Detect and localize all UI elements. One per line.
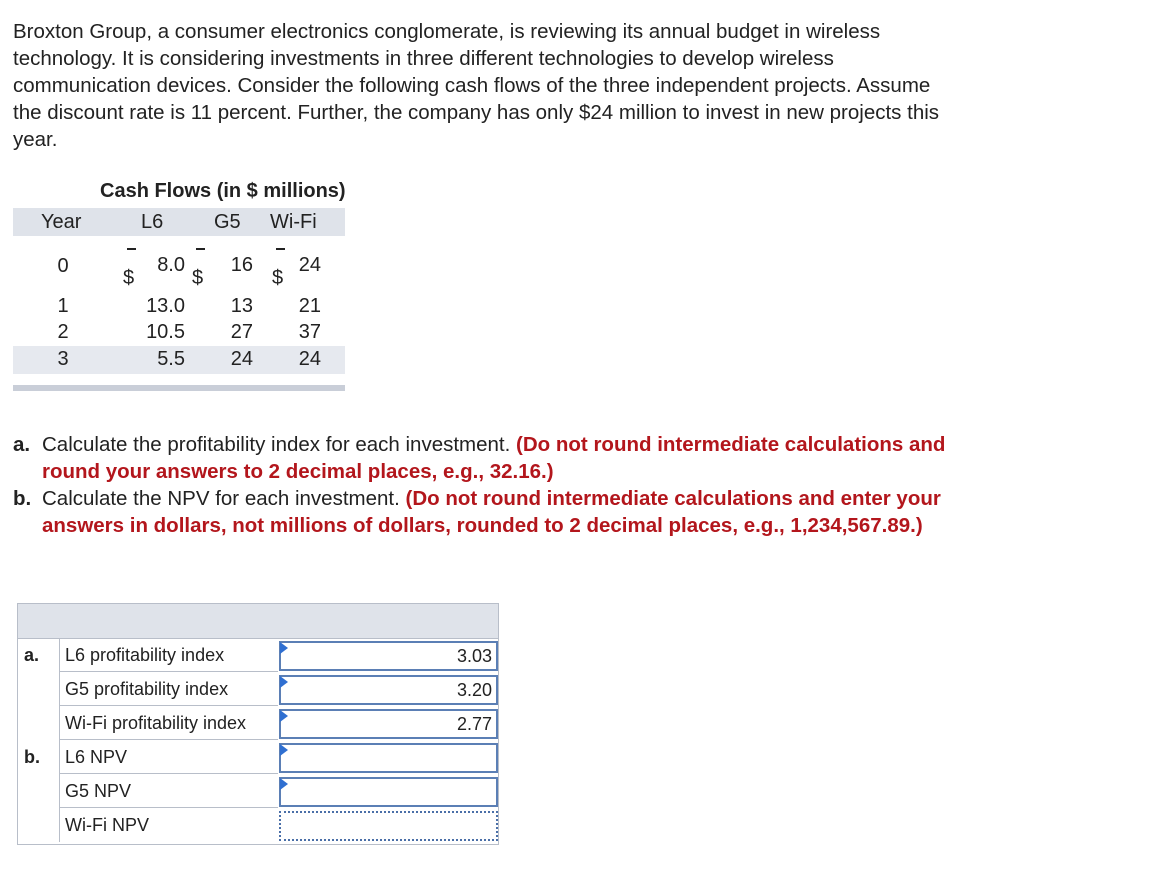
- flag-icon: [280, 778, 288, 790]
- question-b-text: Calculate the NPV for each investment.: [42, 487, 400, 510]
- g5-value: 27: [230, 321, 253, 343]
- header-g5: G5: [214, 211, 241, 233]
- wifi-value: 37: [298, 321, 321, 343]
- question-b-letter: b.: [13, 487, 32, 510]
- cash-flow-header-row: [13, 208, 345, 236]
- answer-row-l6-pi: [18, 638, 498, 672]
- header-l6: L6: [141, 211, 164, 233]
- l6-npv-input[interactable]: [279, 743, 498, 773]
- answer-label: G5 NPV: [59, 774, 278, 808]
- part-a-label: a.: [24, 645, 40, 665]
- minus-sign: [276, 248, 285, 250]
- l6-value: 8.0: [157, 254, 185, 276]
- questions: [13, 431, 953, 539]
- year-cell: 2: [57, 321, 69, 343]
- l6-profitability-index-input[interactable]: [279, 641, 498, 671]
- question-b-note: (Do not round intermediate calculations and enter your answers in dollars, not millions of dollars, rounded to 2 decimal places, e.g., 1,234,567.89.): [42, 487, 941, 537]
- g5-profitability-index-input[interactable]: [279, 675, 498, 705]
- answer-table-body: [17, 638, 499, 845]
- l6-value: 10.5: [146, 321, 185, 343]
- answer-label: L6 profitability index: [59, 638, 278, 672]
- flag-icon: [280, 744, 288, 756]
- table-bottom-rule: [13, 385, 345, 391]
- answer-row-g5-pi: [18, 672, 498, 706]
- answer-label: Wi-Fi NPV: [59, 808, 278, 842]
- flag-icon: [280, 642, 288, 654]
- question-b: [13, 485, 953, 539]
- cash-flow-caption: Cash Flows (in $ millions): [100, 180, 346, 202]
- flag-icon: [280, 676, 288, 688]
- wifi-profitability-index-input[interactable]: [279, 709, 498, 739]
- l6-value: 13.0: [146, 295, 185, 317]
- answer-row-g5-npv: [18, 774, 498, 808]
- year-cell: 3: [57, 348, 69, 370]
- answer-label: L6 NPV: [59, 740, 278, 774]
- header-wifi: Wi-Fi: [270, 211, 317, 233]
- question-a: [13, 431, 953, 485]
- wifi-value: 24: [298, 348, 321, 370]
- problem-intro: Broxton Group, a consumer electronics conglomerate, is reviewing its annual budget in wireless technology. It is considering investments in three different technologies to develop wireless communication devices. Consider the following cash flows of the three independent projects. Assume the discount rate is 11 percent. Further, the company has only $24 million to invest in new projects this year.: [13, 20, 940, 151]
- answer-row-wifi-npv: [18, 808, 498, 842]
- wifi-value: 24: [298, 254, 321, 276]
- answer-label: Wi-Fi profitability index: [59, 706, 278, 740]
- g5-value: 16: [230, 254, 253, 276]
- minus-sign: [127, 248, 136, 250]
- wifi-npv-input[interactable]: [279, 811, 498, 841]
- year-cell: 0: [57, 255, 69, 277]
- currency-sign: $: [272, 267, 284, 289]
- year-cell: 1: [57, 295, 69, 317]
- answer-row-l6-npv: [18, 740, 498, 774]
- part-b-label: b.: [24, 747, 40, 767]
- answer-label: G5 profitability index: [59, 672, 278, 706]
- header-year: Year: [41, 211, 82, 233]
- g5-npv-input[interactable]: [279, 777, 498, 807]
- currency-sign: $: [123, 267, 135, 289]
- l6-value: 5.5: [157, 348, 185, 370]
- g5-value: 24: [230, 348, 253, 370]
- question-a-note: (Do not round intermediate calculations and round your answers to 2 decimal places, e.g., 32.16.): [42, 433, 946, 483]
- question-a-letter: a.: [13, 433, 31, 456]
- currency-sign: $: [192, 267, 204, 289]
- answer-row-wifi-pi: [18, 706, 498, 740]
- wifi-value: 21: [298, 295, 321, 317]
- answer-table-header: [17, 603, 499, 639]
- minus-sign: [196, 248, 205, 250]
- flag-icon: [280, 710, 288, 722]
- g5-value: 13: [230, 295, 253, 317]
- answer-table: [17, 603, 499, 845]
- question-a-text: Calculate the profitability index for each investment.: [42, 433, 511, 456]
